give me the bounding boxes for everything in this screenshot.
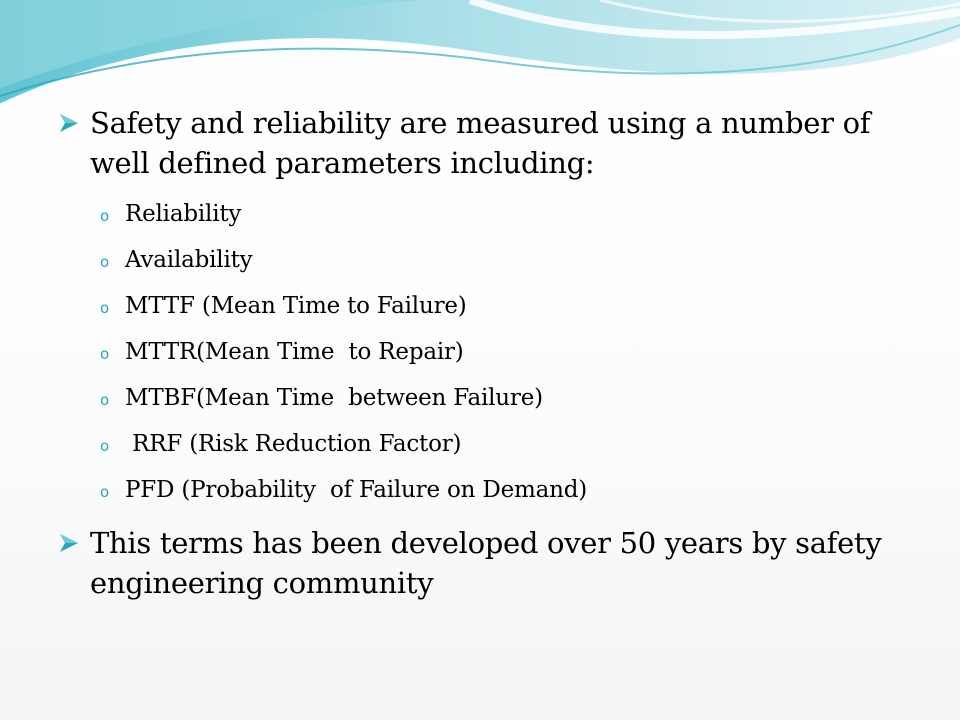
bullet-text: This terms has been developed over 50 years by safety engineering community <box>90 526 882 600</box>
parameter-list <box>58 191 938 513</box>
circle-bullet-icon: o <box>100 483 109 501</box>
list-item-text: PFD (Probability of Failure on Demand) <box>125 477 588 503</box>
bullet-text: Safety and reliability are measured using a number of well defined parameters including: <box>90 106 871 180</box>
list-item-text: MTBF(Mean Time between Failure) <box>125 385 543 411</box>
circle-bullet-icon: o <box>100 299 109 317</box>
list-item <box>58 375 938 421</box>
list-item-text: MTTF (Mean Time to Failure) <box>125 293 467 319</box>
list-item-text: Availability <box>125 247 253 273</box>
circle-bullet-icon: o <box>100 345 109 363</box>
circle-bullet-icon: o <box>100 437 109 455</box>
list-item <box>58 329 938 375</box>
circle-bullet-icon: o <box>100 207 109 225</box>
list-item <box>58 467 938 513</box>
list-item-text: RRF (Risk Reduction Factor) <box>125 431 462 457</box>
list-item-text: Reliability <box>125 201 242 227</box>
list-item <box>58 421 938 467</box>
bullet-item <box>58 523 938 603</box>
list-item <box>58 237 938 283</box>
list-item-text: MTTR(Mean Time to Repair) <box>125 339 464 365</box>
list-item <box>58 191 938 237</box>
slide-body <box>58 103 938 603</box>
header-wave-decoration <box>0 0 960 120</box>
arrow-bullet-icon <box>58 112 80 134</box>
circle-bullet-icon: o <box>100 391 109 409</box>
circle-bullet-icon: o <box>100 253 109 271</box>
bullet-item <box>58 103 938 183</box>
list-item <box>58 283 938 329</box>
arrow-bullet-icon <box>58 532 80 554</box>
